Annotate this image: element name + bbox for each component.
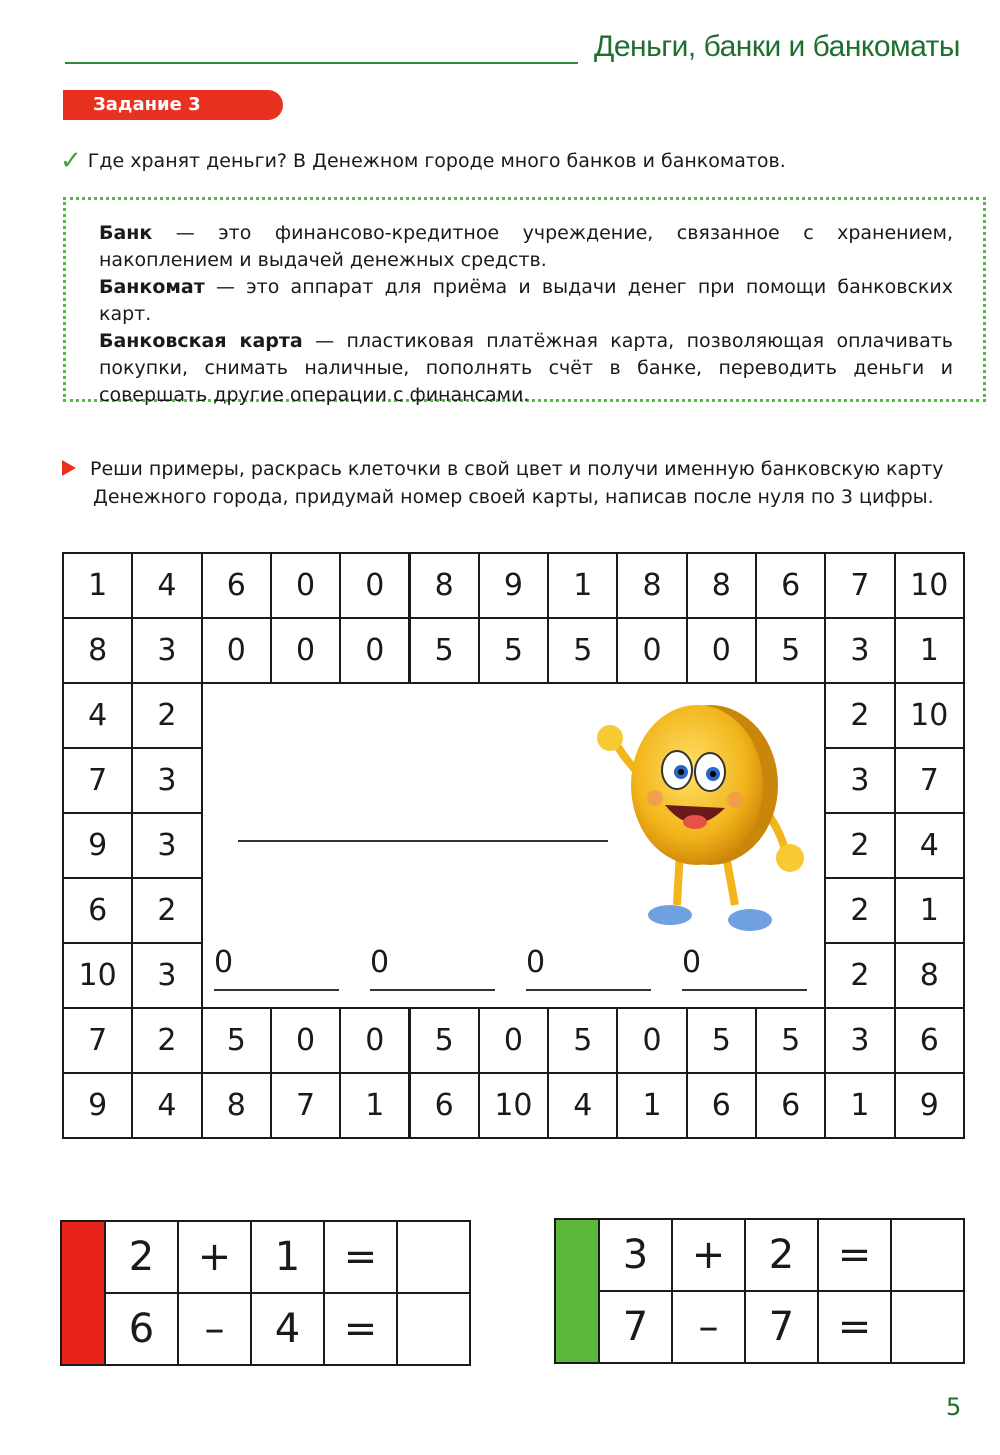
card-zero: 0	[682, 945, 702, 980]
grid-cell[interactable]: 2	[824, 812, 895, 879]
grid-cell[interactable]: 7	[894, 747, 965, 814]
grid-cell[interactable]: 6	[201, 552, 272, 619]
equation-cell: =	[323, 1292, 398, 1366]
definition-atm: Банкомат — это аппарат для приёма и выдачи денег при помощи банковских карт.	[99, 276, 953, 325]
grid-cell[interactable]: 3	[131, 617, 202, 684]
grid-cell[interactable]: 2	[131, 877, 202, 944]
grid-cell[interactable]: 2	[824, 682, 895, 749]
task-badge: Задание 3	[63, 90, 283, 120]
grid-cell[interactable]: 10	[894, 552, 965, 619]
equation-cell: 4	[250, 1292, 325, 1366]
grid-cell[interactable]: 2	[131, 1007, 202, 1074]
equation-cell: 6	[104, 1292, 179, 1366]
instruction-line-1: Реши примеры, раскрась клеточки в свой цвет и получи именную банковскую карту	[90, 458, 944, 480]
equation-cell: +	[177, 1220, 252, 1294]
question	[60, 144, 786, 174]
grid-cell[interactable]: 2	[824, 942, 895, 1009]
grid-cell[interactable]: 0	[686, 617, 757, 684]
grid-cell[interactable]: 4	[894, 812, 965, 879]
grid-cell[interactable]: 8	[201, 1072, 272, 1139]
equation-cell: 3	[598, 1218, 673, 1292]
equation-cell: 7	[744, 1290, 819, 1364]
grid-cell[interactable]: 1	[62, 552, 133, 619]
grid-cell[interactable]: 0	[339, 1007, 410, 1074]
card-zero: 0	[370, 945, 390, 980]
number-grid	[62, 552, 963, 1138]
grid-cell[interactable]: 4	[62, 682, 133, 749]
grid-cell[interactable]: 6	[755, 1072, 826, 1139]
grid-cell[interactable]: 6	[409, 1072, 480, 1139]
grid-cell[interactable]: 9	[894, 1072, 965, 1139]
grid-cell[interactable]: 3	[131, 942, 202, 1009]
grid-cell[interactable]: 3	[824, 617, 895, 684]
grid-cell[interactable]: 6	[62, 877, 133, 944]
grid-cell[interactable]: 5	[478, 617, 549, 684]
answer-cell[interactable]	[396, 1292, 471, 1366]
equation-cell: 1	[250, 1220, 325, 1294]
grid-cell[interactable]: 1	[894, 617, 965, 684]
grid-cell[interactable]: 1	[824, 1072, 895, 1139]
grid-cell[interactable]: 8	[409, 552, 480, 619]
answer-cell[interactable]	[396, 1220, 471, 1294]
grid-cell[interactable]: 6	[894, 1007, 965, 1074]
equation-cell: =	[817, 1290, 892, 1364]
grid-cell[interactable]: 5	[409, 617, 480, 684]
grid-cell[interactable]: 6	[686, 1072, 757, 1139]
instruction-line-2: Денежного города, придумай номер своей карты, написав после нуля по 3 цифры.	[93, 486, 934, 508]
answer-cell[interactable]	[890, 1218, 965, 1292]
coin-mascot-illustration	[585, 700, 815, 945]
equation-cell: 7	[598, 1290, 673, 1364]
grid-cell[interactable]: 4	[547, 1072, 618, 1139]
grid-cell[interactable]: 4	[131, 1072, 202, 1139]
grid-cell[interactable]: 5	[755, 617, 826, 684]
equation-cell: +	[671, 1218, 746, 1292]
grid-cell[interactable]: 1	[894, 877, 965, 944]
equation-cell: –	[671, 1290, 746, 1364]
grid-cell[interactable]: 10	[62, 942, 133, 1009]
grid-cell[interactable]: 1	[339, 1072, 410, 1139]
grid-cell[interactable]: 3	[131, 747, 202, 814]
grid-cell[interactable]: 8	[616, 552, 687, 619]
grid-cell[interactable]: 0	[270, 617, 341, 684]
grid-cell[interactable]: 5	[547, 617, 618, 684]
grid-cell[interactable]: 5	[686, 1007, 757, 1074]
grid-cell[interactable]: 3	[824, 1007, 895, 1074]
grid-cell[interactable]: 0	[270, 552, 341, 619]
grid-cell[interactable]: 5	[547, 1007, 618, 1074]
grid-cell[interactable]: 7	[824, 552, 895, 619]
triangle-bullet-icon	[62, 460, 76, 476]
grid-cell[interactable]: 7	[62, 747, 133, 814]
grid-cell[interactable]: 0	[339, 617, 410, 684]
grid-cell[interactable]: 0	[616, 1007, 687, 1074]
grid-cell[interactable]: 3	[824, 747, 895, 814]
grid-cell[interactable]: 0	[478, 1007, 549, 1074]
grid-cell[interactable]: 9	[62, 1072, 133, 1139]
grid-cell[interactable]: 10	[478, 1072, 549, 1139]
grid-cell[interactable]: 0	[201, 617, 272, 684]
question-text: Где хранят деньги? В Денежном городе много банков и банкоматов.	[87, 150, 786, 172]
grid-cell[interactable]: 1	[616, 1072, 687, 1139]
equation-cell: 2	[744, 1218, 819, 1292]
card-zero: 0	[214, 945, 234, 980]
grid-cell[interactable]: 6	[755, 552, 826, 619]
grid-cell[interactable]: 0	[339, 552, 410, 619]
card-zero: 0	[526, 945, 546, 980]
grid-cell[interactable]: 10	[894, 682, 965, 749]
grid-cell[interactable]: 9	[478, 552, 549, 619]
page-number: 5	[946, 1393, 962, 1421]
page-header-title: Деньги, банки и банкоматы	[594, 30, 960, 63]
header-rule	[65, 62, 578, 64]
equation-cell: =	[323, 1220, 398, 1294]
grid-cell[interactable]: 7	[270, 1072, 341, 1139]
grid-cell[interactable]: 0	[616, 617, 687, 684]
grid-cell[interactable]: 8	[894, 942, 965, 1009]
definitions-box	[63, 197, 986, 406]
grid-cell[interactable]: 9	[62, 812, 133, 879]
equation-cell: =	[817, 1218, 892, 1292]
instruction	[62, 455, 967, 511]
color-strip	[60, 1220, 104, 1365]
definition-bank: Банк — это финансово-кредитное учреждение, связанное с хранением, накоплением и выдачей денежных средств.	[99, 222, 953, 271]
definition-card: Банковская карта — пластиковая платёжная карта, позволяющая оплачивать покупки, снимать наличные, пополнять счёт в банке, переводить деньги и совершать другие операции с финансами.	[99, 330, 953, 406]
grid-cell[interactable]: 5	[755, 1007, 826, 1074]
grid-cell[interactable]: 1	[547, 552, 618, 619]
equation-cell: –	[177, 1292, 252, 1366]
grid-cell[interactable]: 5	[409, 1007, 480, 1074]
equation-cell: 2	[104, 1220, 179, 1294]
grid-cell[interactable]: 8	[686, 552, 757, 619]
grid-cell[interactable]: 7	[62, 1007, 133, 1074]
grid-cell[interactable]: 2	[131, 682, 202, 749]
grid-cell[interactable]: 4	[131, 552, 202, 619]
grid-cell[interactable]: 2	[824, 877, 895, 944]
grid-cell[interactable]: 8	[62, 617, 133, 684]
color-strip	[554, 1218, 598, 1363]
name-line[interactable]	[238, 840, 608, 842]
answer-cell[interactable]	[890, 1290, 965, 1364]
grid-cell[interactable]: 3	[131, 812, 202, 879]
grid-cell[interactable]: 5	[201, 1007, 272, 1074]
checkmark-icon: ✓	[60, 146, 82, 176]
grid-cell[interactable]: 0	[270, 1007, 341, 1074]
